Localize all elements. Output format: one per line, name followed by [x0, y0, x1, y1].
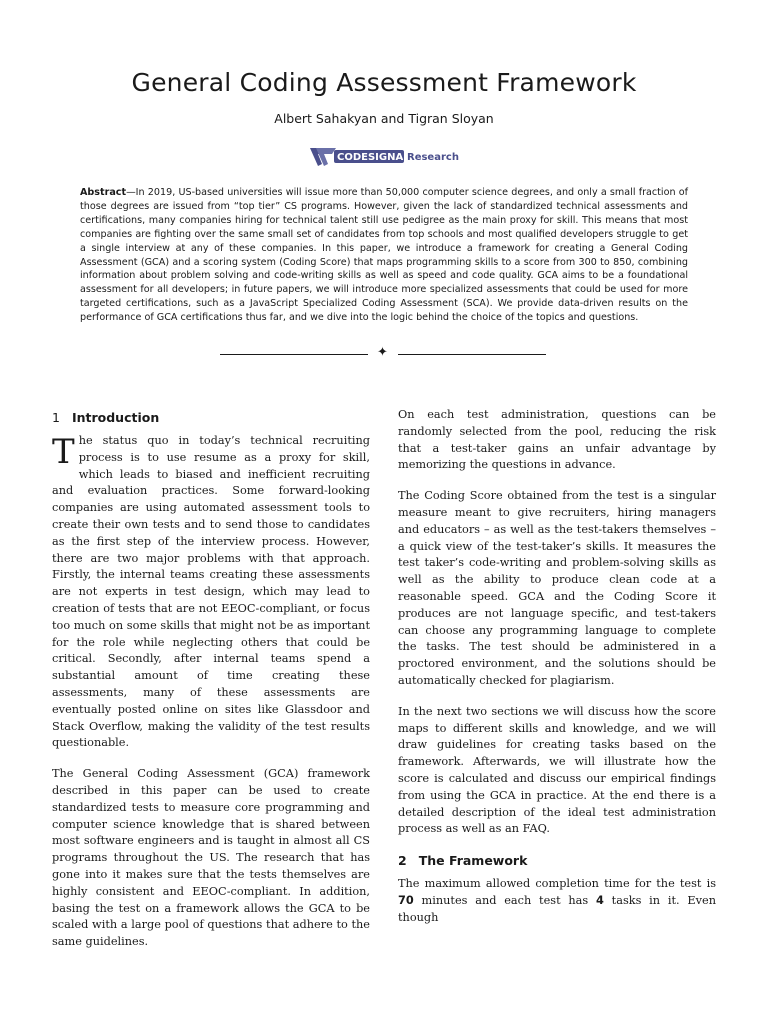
intro-paragraph-5: In the next two sections we will discuss how the score maps to different skills and knowledge, and we will draw guidelines for creating tasks based on the framework. Afterwards, we will illustrate how the score is calculated and discuss our empirical findings from using the GCA in practice. At the end there is a detailed description of the ideal test administration process as well as an FAQ.	[398, 704, 716, 836]
abstract-text: In 2019, US-based universities will issue more than 50,000 computer science degrees, and only a small fraction of those degrees are issued from “top tier” CS programs. However, given the lack of standardized technical assessments and certifications, many companies hiring for technical talent still use pedigree as the main proxy for skill. This means that most companies are fighting over the same small set of candidates from top schools and most qualified developers struggle to get a single interview at any of these companies. In this paper, we introduce a framework for creating a General Coding Assessment (GCA) and a scoring system (Coding Score) that maps programming skills to a score from 300 to 850, combining information about problem solving and code-writing skills as well as speed and code quality. GCA aims to be a foundational assessment for all developers; in future papers, we will introduce more specialized assessments that could be used for more targeted certifications, such as a JavaScript Specialized Coding Assessment (SCA). We provide data-driven results on the performance of GCA certifications thus far, and we dive into the logic behind the choice of the topics and questions.	[80, 187, 688, 324]
framework-text-c: tasks in it. Even though	[398, 893, 716, 924]
section-heading-introduction	[52, 409, 370, 427]
section-title: The Framework	[418, 853, 528, 869]
tasks-value: 4	[596, 893, 604, 907]
codesignal-research-logo	[308, 144, 468, 170]
divider-ornament-icon: ✦	[377, 345, 388, 360]
intro-paragraph-2: The General Coding Assessment (GCA) framework described in this paper can be used to create standardized tests to measure core programming and computer science knowledge that is shared between most software engineers and is taught in almost all CS programs throughout the US. The research that has gone into it makes sure that the tests themselves are highly consistent and EEOC-compliant. In addition, basing the test on a framework allows the GCA to be scaled with a large pool of questions that adhere to the same guidelines.	[52, 767, 370, 949]
section-number: 2	[398, 853, 407, 869]
framework-paragraph-1	[398, 876, 716, 926]
paper-title: General Coding Assessment Framework	[131, 68, 637, 97]
section-number: 1	[52, 410, 60, 425]
abstract	[80, 186, 688, 325]
section-divider	[220, 347, 546, 361]
intro-paragraph-4: The Coding Score obtained from the test is a singular measure meant to give recruiters, hiring managers and educators – as well as the test-takers themselves – a quick view of the test-taker’s skills. It measures the test taker’s code-writing and problem-solving skills as well as the ability to produce clean code at a reasonable speed. GCA and the Coding Score it produces are not language specific, and test-takers can choose any programming language to complete the tasks. The test should be administered in a proctored environment, and the solutions should be automatically checked for plagiarism.	[398, 489, 716, 687]
drop-cap: T	[52, 432, 75, 472]
intro-paragraph-1-text: he status quo in today’s technical recruiting process is to use resume as a proxy for skill, which leads to biased and inefficient recruiting and evaluation practices. Some forward-looking companies are using automated assessment tools to create their own tests and to send those to candidates as the first step of the interview process. However, there are two major problems with that approach. Firstly, the internal teams creating these assessments are not experts in test design, which may lead to creation of tests that are not EEOC-compliant, or focus too much on some skills that might not be as important for the role while neglecting others that could be critical. Secondly, after internal teams spend a substantial amount of time creating these assessments, many of these assessments are eventually posted online on sites like Glassdoor and Stack Overflow, making the validity of the test results questionable.	[52, 434, 370, 750]
logo-brand-text: CODESIGNAL	[337, 152, 410, 163]
logo-suffix-text: Research	[407, 152, 459, 163]
framework-text-b: minutes and each test has	[413, 893, 597, 907]
column-right	[398, 407, 716, 941]
codesignal-mark-icon	[310, 148, 336, 166]
paper-authors: Albert Sahakyan and Tigran Sloyan	[274, 111, 494, 126]
abstract-dash: —	[126, 187, 136, 198]
column-left	[52, 407, 370, 965]
minutes-value: 70	[398, 893, 414, 907]
intro-paragraph-1	[52, 433, 370, 752]
section-title: Introduction	[71, 410, 160, 425]
divider-line-right	[398, 354, 546, 355]
abstract-label: Abstract	[80, 187, 127, 198]
intro-paragraph-3: On each test administration, questions can be randomly selected from the pool, reducing the risk that a test-taker gains an unfair advantage by memorizing the questions in advance.	[398, 408, 716, 472]
section-heading-framework	[398, 852, 716, 870]
divider-line-left	[220, 354, 368, 355]
framework-text-a: The maximum allowed completion time for the test is	[398, 877, 716, 891]
